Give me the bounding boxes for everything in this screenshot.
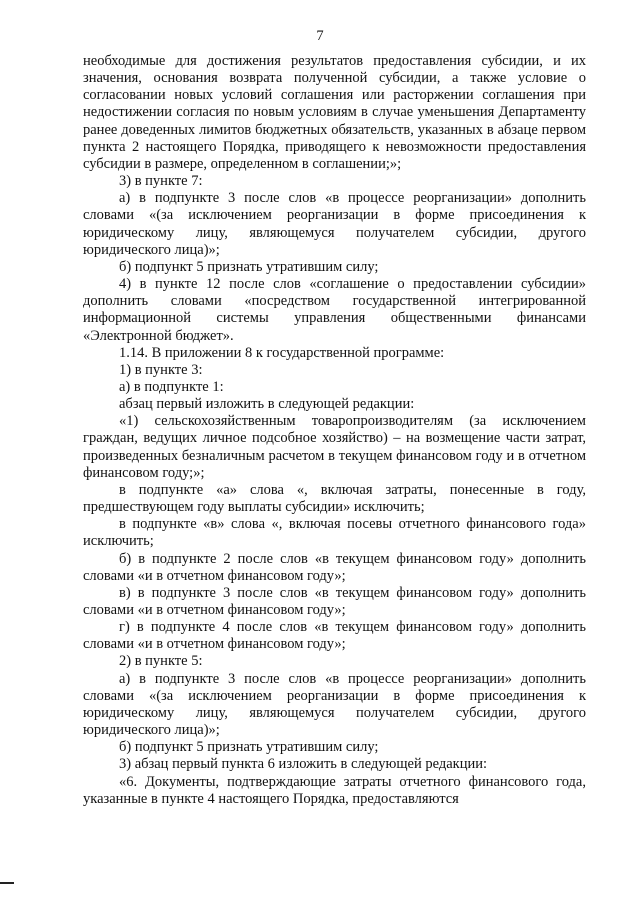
paragraph-11: в подпункте «а» слова «, включая затраты, понесенные в году, предшествующем году выплаты субсидии» исключить;	[83, 481, 586, 516]
paragraph-1: необходимые для достижения результатов предоставления субсидии, и их значения, основания возврата полученной субсидии, а также условие о согласовании новых условий соглашения или расторжении соглашения при недостижении согласия по новым условиям в случае уменьшения Департаменту ранее доведенных лимитов бюджетных обязательств, указанных в абзаце первом пункта 2 настоящего Порядка, приводящего к невозможности предоставления субсидии в размере, определенном в соглашении;»;	[83, 53, 586, 172]
paragraph-7: 1) в пункте 3:	[119, 361, 203, 378]
paragraph-4: б) подпункт 5 признать утратившим силу;	[119, 258, 379, 275]
paragraph-13: б) в подпункте 2 после слов «в текущем финансовом году» дополнить словами «и в отчетном финансовом году»;	[83, 550, 586, 584]
page-number: 7	[316, 28, 324, 44]
paragraph-15: г) в подпункте 4 после слов «в текущем финансовом году» дополнить словами «и в отчетном финансовом году»;	[83, 619, 586, 653]
document-body	[83, 53, 586, 808]
paragraph-17: а) в подпункте 3 после слов «в процессе реорганизации» дополнить словами «(за исключением реорганизации в форме присоединения к юридическому лицу, являющемуся получателем субсидии, другого юридического лица)»;	[83, 670, 586, 739]
scan-edge-mark	[0, 882, 14, 884]
paragraph-12: в подпункте «в» слова «, включая посевы отчетного финансового года» исключить;	[83, 516, 586, 550]
paragraph-10: «1) сельскохозяйственным товаропроизводителям (за исключением граждан, ведущих личное подсобное хозяйство) – на возмещение части затрат, произведенных безналичным расчетом в текущем финансовом году и в отчетном финансовом году;»;	[83, 413, 586, 481]
paragraph-16: 2) в пункте 5:	[119, 653, 203, 670]
paragraph-18: б) подпункт 5 признать утратившим силу;	[119, 739, 379, 756]
paragraph-8: а) в подпункте 1:	[119, 378, 224, 395]
paragraph-19: 3) абзац первый пункта 6 изложить в следующей редакции:	[119, 756, 488, 773]
paragraph-14: в) в подпункте 3 после слов «в текущем финансовом году» дополнить словами «и в отчетном финансовом году»;	[83, 584, 586, 618]
paragraph-2: 3) в пункте 7:	[119, 173, 203, 190]
paragraph-6: 1.14. В приложении 8 к государственной программе:	[119, 344, 445, 361]
paragraph-5: 4) в пункте 12 после слов «соглашение о предоставлении субсидии» дополнить словами «посредством государственной интегрированной информационной системы управления общественными финансами «Электронной бюджет».	[83, 276, 586, 344]
paragraph-3: а) в подпункте 3 после слов «в процессе реорганизации» дополнить словами «(за исключением реорганизации в форме присоединения к юридическому лицу, являющемуся получателем субсидии, другого юридического лица)»;	[83, 190, 586, 258]
paragraph-9: абзац первый изложить в следующей редакции:	[119, 396, 415, 413]
paragraph-20: «6. Документы, подтверждающие затраты отчетного финансового года, указанные в пункте 4 настоящего Порядка, предоставляются	[83, 773, 586, 807]
